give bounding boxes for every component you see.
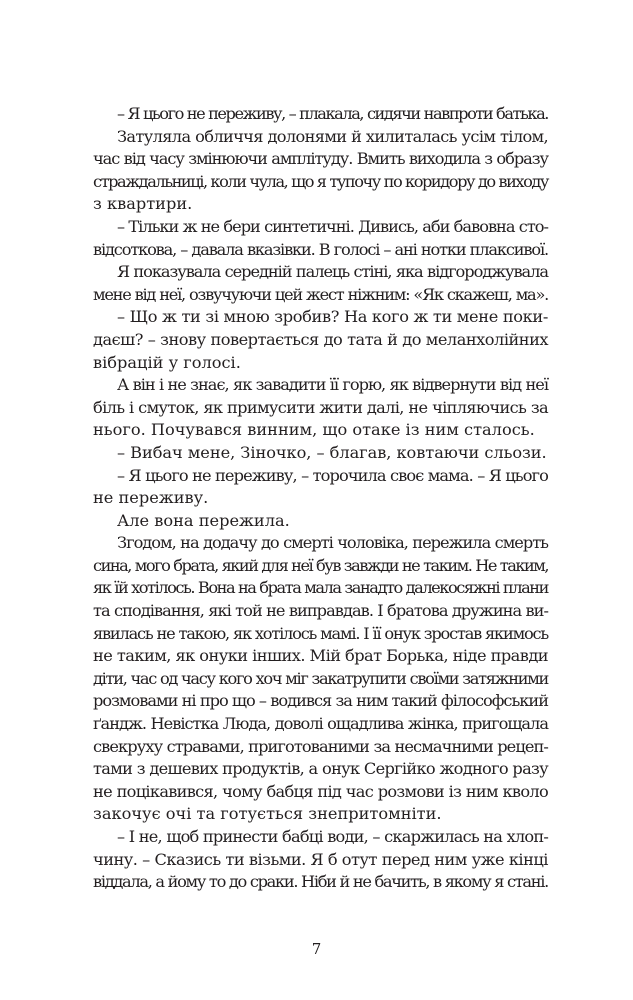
text-line: закочує очі та готується знепритомніти.	[93, 804, 442, 824]
text-line: ґандж. Невістка Люда, доволі ощадлива жінка, пригощала	[93, 714, 548, 734]
text-line: не переживу.	[93, 488, 209, 508]
text-line: тами з дешевих продуктів, а онук Сергійко жодного разу	[93, 759, 548, 779]
text-line: сина, мого брата, який для неї був завжди не таким. Не таким,	[93, 555, 548, 575]
text-line: відсоткова, – давала вказівки. В голосі – ані нотки плаксивої.	[93, 239, 548, 259]
text-line: мене від неї, озвучуючи цей жест ніжним: «Як скажеш, ма».	[93, 284, 548, 304]
text-line: біль і смуток, як примусити жити далі, не чіпляючись за	[93, 397, 548, 417]
text-line: – Вибач мене, Зіночко, – благав, ковтаючи сльози.	[117, 442, 547, 462]
text-line: віддала, а йому то до сраки. Ніби й не бачить, в якому я стані.	[93, 872, 548, 892]
text-line: Я показувала середній палець стіні, яка відгороджувала	[117, 262, 548, 282]
text-line: чину. – Сказись ти візьми. Я б отут перед ним уже кінці	[93, 849, 548, 869]
text-line: А він і не знає, як завадити її горю, як відвернути від неї	[117, 375, 548, 395]
text-line: та сподівання, які той не виправдав. І братова дружина ви-	[93, 601, 548, 621]
text-line: з квартири.	[93, 194, 193, 214]
text-line: – Я цього не переживу, – плакала, сидячи навпроти батька.	[117, 104, 548, 123]
text-line: як їй хотілось. Вона на брата мала занадто далекосяжні плани	[93, 578, 548, 598]
text-line: час від часу змінюючи амплітуду. Вмить виходила з образу	[93, 149, 548, 169]
text-line: – І не, щоб принести бабці води, – скаржилась на хлоп-	[117, 827, 548, 846]
text-line: Затуляла обличчя долонями й хилиталась усім тілом,	[117, 126, 548, 146]
body-text	[93, 103, 548, 894]
text-line: – Я цього не переживу, – торочила своє мама. – Я цього	[117, 465, 548, 485]
page-number: 7	[311, 940, 322, 958]
text-line: Згодом, на додачу до смерті чоловіка, пережила смерть	[117, 533, 548, 553]
text-line: свекруху стравами, приготованими за несмачними рецеп-	[93, 736, 548, 756]
text-line: – Тільки ж не бери синтетичні. Дивись, аби бавовна сто-	[117, 216, 548, 236]
text-line: розмовами ні про що – водився за ним такий філософський	[93, 691, 548, 711]
text-line: нього. Почувався винним, що отаке із ним сталось.	[93, 420, 535, 440]
text-line: явилась не такою, як хотілось мамі. І її онук зростав якимось	[93, 623, 548, 643]
text-line: Але вона пережила.	[117, 510, 290, 530]
text-line: діти, час од часу кого хоч міг закатрупити своїми затяжними	[93, 668, 548, 688]
text-line: не таким, як онуки інших. Мій брат Борька, ніде правди	[93, 646, 548, 666]
text-line: страждальниці, коли чула, що я тупочу по коридору до виходу	[93, 171, 548, 191]
text-line: даєш? – знову повертається до тата й до меланхолійних	[93, 329, 548, 349]
text-line: не поцікавився, чому бабця під час розмови із ним кволо	[93, 781, 548, 801]
text-line: – Що ж ти зі мною зробив? На кого ж ти мене поки-	[117, 307, 548, 327]
text-line: вібрацій у голосі.	[93, 352, 241, 372]
